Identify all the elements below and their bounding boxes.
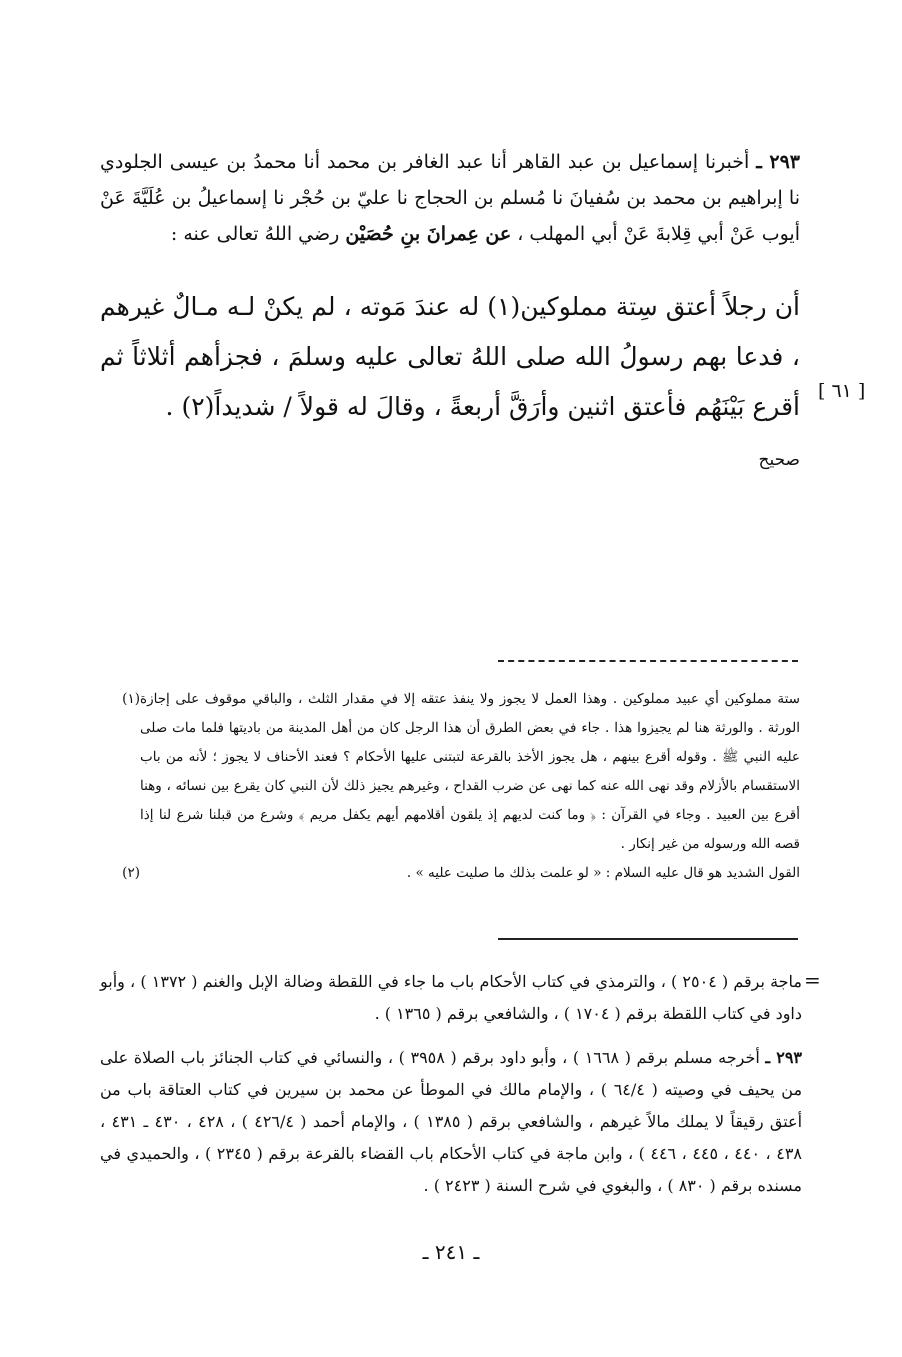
takhrij-separator [498,938,798,940]
footnote-item [100,859,800,888]
footnote-separator [498,660,798,662]
page-number: ـ ٢٤١ ـ [422,1240,480,1264]
takhrij-number: ٢٩٣ ـ [765,1048,802,1067]
takhrij-text: أخرجه مسلم برقم ( ١٦٦٨ ) ، وأبو داود برقم ( ٣٩٥٨ ) ، والنسائي في كتاب الجنائز باب الصلاة على من يحيف في وصيته ( ٦٤/٤ ) ، والإمام مالك في الموطأ عن محمد بن سيرين في كتاب العتاقة باب من أعتق رقيقاً لا يملك مالاً غيرهم ، والشافعي برقم ( ١٣٨٥ ) ، والإمام أحمد ( ٤٢٦/٤ ) ، ٤٢٨ ، ٤٣٠ ـ ٤٣١ ، ٤٣٨ ، ٤٤٠ ، ٤٤٥ ، ٤٤٦ ) ، وابن ماجة في كتاب الأحكام باب القضاء بالقرعة برقم ( ٢٣٤٥ ) ، والحميدي في مسنده برقم ( ٨٣٠ ) ، والبغوي في شرح السنة ( ٢٤٢٣ ) . [100,1048,803,1195]
hadith-grade: صحيح [758,450,800,470]
hadith-number: ٢٩٣ ـ [756,151,800,173]
isnad-companion: عن عِمرانَ بنِ حُصَيْن [345,223,512,245]
manuscript-folio-ref: [ ٦١ ] [818,380,866,402]
footnote-number: (٢) [122,865,140,881]
footnote-text: القول الشديد هو قال عليه السلام : « لو علمت بذلك ما صليت عليه » . [406,865,800,881]
isnad-chain: أخبرنا إسماعيل بن عبد القاهر أنا عبد الغافر بن محمد أنا محمدُ بن عيسى الجلودي نا إبراهيم بن محمد بن سُفيانَ نا مُسلم بن الحجاج نا عليّ بن حُجْر نا إسماعيلُ بن عُلَيَّةَ عَنْ أيوب عَنْ أبي قِلابةَ عَنْ أبي المهلب ، [100,151,801,245]
takhrij-section [100,966,802,1202]
footnote-item [100,685,800,859]
hadith-matn: أن رجلاً أعتق سِتة مملوكين(١) له عندَ مَوته ، لم يكنْ لـه مـالٌ غيرهم ، فدعا بهم رسولُ الله صلى اللهُ تعالى عليه وسلمَ ، فجزأهم أثلاثاً ثم أقرع بَيْنَهُم فأعتق اثنين وأرَقَّ أربعةً ، وقالَ له قولاً / شديداً(٢) . [100,292,800,421]
takhrij-entry [100,1042,802,1202]
footnotes [100,685,800,888]
footnote-text: ستة مملوكين أي عبيد مملوكين . وهذا العمل لا يجوز ولا ينفذ عتقه إلا في مقدار الثلث ، والباقي موقوف على إجازة الورثة . والورثة هنا لم يجيزوا هذا . جاء في بعض الطرق أن هذا الرجل كان من أهل المدينة من باديتها فلما مات صلى عليه النبي ﷺ . وقوله أقرع بينهم ، هل يجوز الأخذ بالقرعة لتبتنى عليها الأحكام ؟ فعند الأحناف لا يجوز ؛ لأنه من باب الاستقسام بالأزلام وقد نهى الله عنه كما نهى عن ضرب القداح ، وغيرهم يجيز ذلك لأن النبي كان يقرع بين نسائه ، وهنا أقرع بين العبيد . وجاء في القرآن : ﴿ وما كنت لديهم إذ يلقون أقلامهم أيهم يكفل مريم ﴾ وشرع من قبلنا شرع لنا إذا قصه الله ورسوله من غير إنكار . [140,691,800,852]
continuation-mark: = [804,968,821,992]
takhrij-continuation: ماجة برقم ( ٢٥٠٤ ) ، والترمذي في كتاب الأحكام باب ما جاء في اللقطة وضالة الإبل والغنم ( ١٣٧٢ ) ، وأبو داود في كتاب اللقطة برقم ( ١٧٠٤ ) ، والشافعي برقم ( ١٣٦٥ ) . [100,972,802,1023]
hadith-isnad [100,144,800,252]
footnote-number: (١) [122,691,140,707]
isnad-honorific: رضي اللهُ تعالى عنه : [170,223,340,245]
